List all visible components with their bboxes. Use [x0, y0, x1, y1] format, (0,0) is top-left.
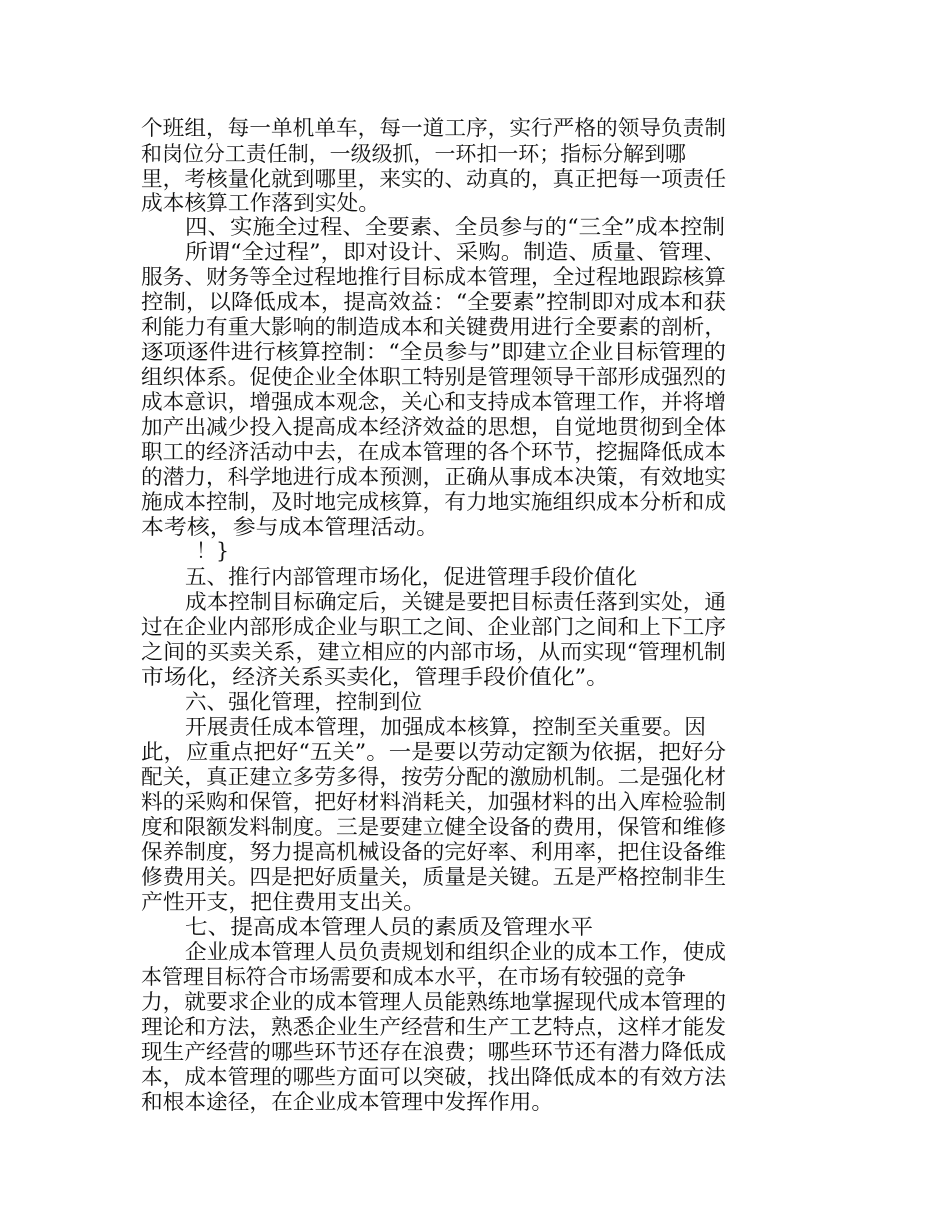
text-line: [141, 989, 726, 1015]
text-line-content: 里，考核量化就到哪里，来实的、动真的，真正把每一项责任: [141, 167, 726, 191]
text-line-content: 和根本途径，在企业成本管理中发挥作用。: [141, 1090, 553, 1114]
text-line-content: 利能力有重大影响的制造成本和关键费用进行全要素的剖析，: [141, 315, 726, 339]
text-line: [141, 864, 726, 890]
text-line: [141, 289, 726, 315]
text-line-content: 控制，以降低成本，提高效益：“全要素”控制即对成本和获: [141, 290, 726, 314]
text-line-content: 加产出减少投入提高成本经济效益的思想，自觉地贯彻到全体: [141, 415, 726, 439]
text-line-content: 此，应重点把好“五关”。一是要以劳动定额为依据，把好分: [141, 740, 726, 764]
text-line: [141, 439, 726, 465]
text-line: [141, 614, 726, 640]
section-heading-text: 四、实施全过程、全要素、全员参与的“三全”成本控制: [185, 215, 725, 239]
text-line: [141, 190, 380, 216]
text-line-content: 施成本控制，及时地完成核算，有力地实施组织成本分析和成: [141, 490, 726, 514]
text-line-content: 本管理目标符合市场需要和成本水平，在市场有较强的竞争: [141, 965, 686, 989]
text-line-content: 力，就要求企业的成本管理人员能熟练地掌握现代成本管理的: [141, 990, 726, 1014]
text-line: [141, 764, 726, 790]
stray-marks-text: ！}: [196, 539, 229, 563]
text-line-content: 个班组，每一单机单车，每一道工序，实行严格的领导负责制: [141, 116, 726, 140]
section-heading-text: 七、提高成本管理人员的素质及管理水平: [185, 915, 593, 939]
text-line: [141, 141, 687, 167]
text-line: [141, 314, 726, 340]
text-line-content: 之间的买卖关系，建立相应的内部市场，从而实现“管理机制: [141, 640, 726, 664]
text-line-content: 所谓“全过程”，即对设计、采购。制造、质量、管理、: [185, 240, 726, 264]
text-line: [141, 489, 726, 515]
text-line: [141, 814, 726, 840]
text-line-content: 和岗位分工责任制，一级级抓，一环扣一环；指标分解到哪: [141, 142, 686, 166]
text-line-content: 度和限额发料制度。三是要建立健全设备的费用，保管和维修: [141, 815, 726, 839]
text-line: [141, 514, 439, 540]
text-line: [141, 1039, 726, 1065]
section-heading-text: 五、推行内部管理市场化，促进管理手段价值化: [185, 565, 637, 589]
text-line: [141, 1089, 553, 1115]
text-line: [141, 1064, 726, 1090]
text-line: [141, 115, 726, 141]
text-line-content: 市场化，经济关系买卖化，管理手段价值化”。: [141, 665, 609, 689]
text-line-content: 的潜力，科学地进行成本预测，正确从事成本决策，有效地实: [141, 465, 726, 489]
text-line: [141, 389, 726, 415]
text-line: [141, 839, 726, 865]
text-line: [141, 264, 726, 290]
text-line-content: 料的采购和保管，把好材料消耗关，加强材料的出入库检验制: [141, 790, 726, 814]
section-heading: [185, 914, 593, 940]
section-heading: [185, 214, 725, 240]
text-line-content: 保养制度，努力提高机械设备的完好率、利用率，把住设备维: [141, 840, 726, 864]
text-line-content: 修费用关。四是把好质量关，质量是关键。五是严格控制非生: [141, 865, 726, 889]
text-line: [141, 1014, 726, 1040]
text-line-content: 过在企业内部形成企业与职工之间、企业部门之间和上下工序: [141, 615, 726, 639]
text-line: [141, 364, 726, 390]
text-line-content: 开展责任成本管理，加强成本核算，控制至关重要。因: [185, 715, 706, 739]
text-line: [185, 239, 726, 265]
text-line-content: 配关，真正建立多劳多得，按劳分配的激励机制。二是强化材: [141, 765, 726, 789]
text-line-content: 理论和方法，熟悉企业生产经营和生产工艺特点，这样才能发: [141, 1015, 726, 1039]
text-line-content: 成本意识，增强成本观念，关心和支持成本管理工作，并将增: [141, 390, 726, 414]
text-line: [185, 714, 706, 740]
text-line-content: 职工的经济活动中去，在成本管理的各个环节，挖掘降低成本: [141, 440, 726, 464]
stray-marks: [196, 538, 230, 564]
section-heading: [185, 564, 637, 590]
section-heading: [185, 689, 422, 715]
text-line: [141, 789, 726, 815]
text-line-content: 现生产经营的哪些环节还存在浪费；哪些环节还有潜力降低成: [141, 1040, 726, 1064]
text-line: [141, 166, 726, 192]
text-line: [141, 739, 726, 765]
text-line-content: 成本控制目标确定后，关键是要把目标责任落到实处，通: [185, 590, 726, 614]
text-line: [141, 414, 726, 440]
text-line-content: 服务、财务等全过程地推行目标成本管理，全过程地跟踪核算: [141, 265, 726, 289]
text-line-content: 组织体系。促使企业全体职工特别是管理领导干部形成强烈的: [141, 365, 726, 389]
text-line: [185, 589, 726, 615]
text-line-content: 逐项逐件进行核算控制：“全员参与”即建立企业目标管理的: [141, 340, 726, 364]
text-line-content: 成本核算工作落到实处。: [141, 191, 380, 215]
text-line: [141, 664, 609, 690]
text-line: [185, 939, 726, 965]
text-line-content: 企业成本管理人员负责规划和组织企业的成本工作，使成: [185, 940, 726, 964]
section-heading-text: 六、强化管理，控制到位: [185, 690, 422, 714]
text-line-content: 本，成本管理的哪些方面可以突破，找出降低成本的有效方法: [141, 1065, 726, 1089]
text-line-content: 产性开支，把住费用支出关。: [141, 890, 426, 914]
text-line-content: 本考核，参与成本管理活动。: [141, 515, 439, 539]
text-line: [141, 889, 426, 915]
text-line: [141, 464, 726, 490]
text-line: [141, 339, 726, 365]
text-line: [141, 964, 687, 990]
text-line: [141, 639, 726, 665]
